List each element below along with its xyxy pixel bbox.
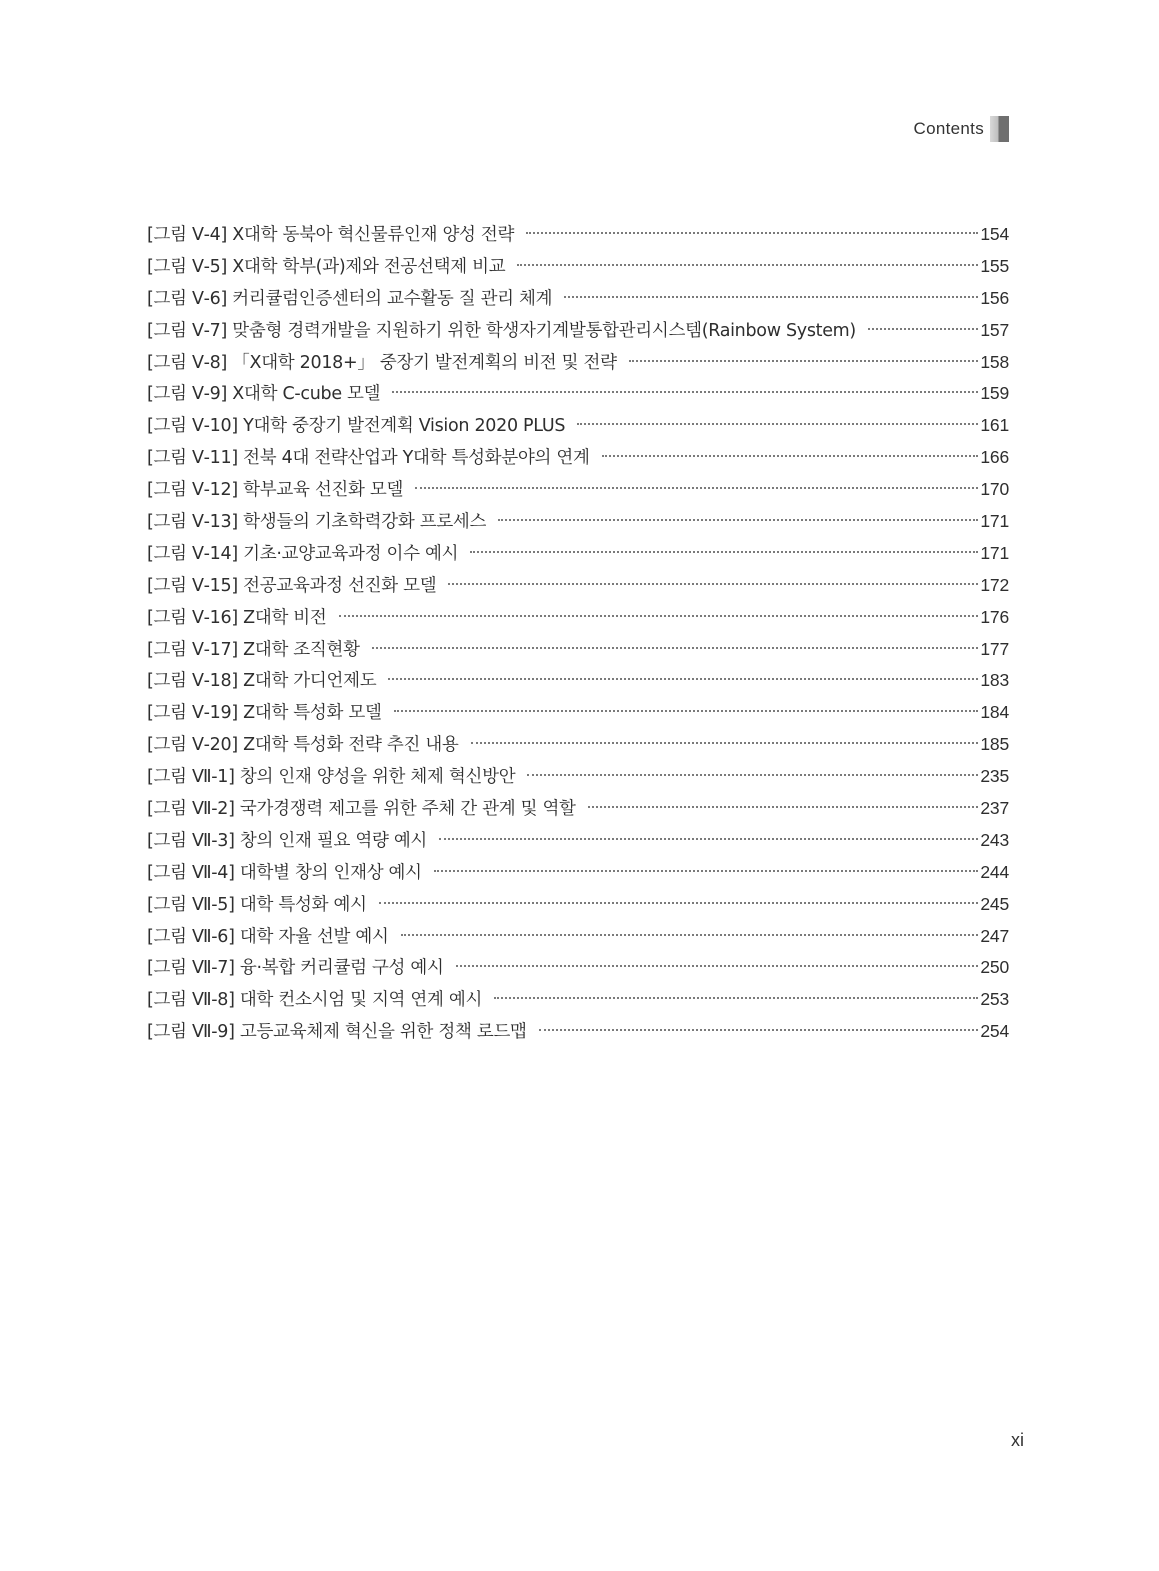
toc-entry[interactable] [147,793,1009,825]
dot-leader [526,232,978,234]
toc-entry-page-number: 184 [980,702,1009,723]
toc-entry-label: [그림 Ⅴ-4] X대학 동북아 혁신물류인재 양성 전략 [147,225,515,245]
toc-entry-page-number: 245 [980,893,1009,914]
toc-entry-label: [그림 Ⅴ-12] 학부교육 선진화 모델 [147,480,404,501]
toc-entry-page-number: 155 [980,255,1009,276]
toc-entry[interactable] [147,761,1009,793]
dot-leader [471,742,979,744]
toc-entry[interactable] [147,665,1009,697]
toc-entry[interactable] [147,984,1009,1016]
toc-entry-page-number: 156 [980,287,1009,308]
dot-leader [388,678,978,680]
dot-leader [434,870,979,872]
figure-list [147,219,1009,1048]
toc-entry-label: [그림 Ⅶ-2] 국가경쟁력 제고를 위한 주체 간 관계 및 역할 [147,799,576,820]
toc-entry-label: [그림 Ⅴ-11] 전북 4대 전략산업과 Y대학 특성화분야의 연계 [147,448,590,469]
dot-leader [494,997,978,999]
dot-leader [448,583,978,585]
toc-entry-page-number: 176 [980,606,1009,627]
dot-leader [498,519,978,521]
toc-entry-page-number: 237 [980,798,1009,819]
toc-entry-page-number: 171 [980,542,1009,563]
toc-entry-label: [그림 Ⅶ-9] 고등교육체제 혁신을 위한 정책 로드맵 [147,1022,527,1043]
toc-entry-page-number: 183 [980,670,1009,691]
toc-entry[interactable] [147,602,1009,634]
dot-leader [602,455,979,457]
toc-entry-page-number: 161 [980,415,1009,436]
running-header-label: Contents [913,119,984,138]
toc-entry[interactable] [147,506,1009,538]
dot-leader [527,774,978,776]
dot-leader [439,838,978,840]
toc-entry-label: [그림 Ⅴ-5] X대학 학부(과)제와 전공선택제 비교 [147,256,506,277]
toc-entry[interactable] [147,410,1009,442]
toc-entry-page-number: 235 [980,766,1009,787]
dot-leader [392,391,978,393]
toc-entry-label: [그림 Ⅶ-3] 창의 인재 필요 역량 예시 [147,830,428,851]
toc-entry-page-number: 253 [980,989,1009,1010]
toc-entry[interactable] [147,283,1009,315]
toc-entry[interactable] [147,442,1009,474]
toc-entry-page-number: 170 [980,479,1009,500]
section-tab-marker [990,116,1009,142]
dot-leader [372,647,979,649]
running-header [914,116,1009,142]
toc-entry[interactable] [147,219,1009,251]
toc-entry-page-number: 244 [980,861,1009,882]
toc-entry[interactable] [147,857,1009,889]
toc-entry-label: [그림 Ⅶ-4] 대학별 창의 인재상 예시 [147,862,422,883]
dot-leader [629,360,979,362]
toc-entry-label: [그림 Ⅴ-15] 전공교육과정 선진화 모델 [147,575,437,596]
toc-entry[interactable] [147,315,1009,347]
toc-entry[interactable] [147,825,1009,857]
toc-entry-page-number: 254 [980,1021,1009,1042]
toc-entry[interactable] [147,251,1009,283]
toc-entry-page-number: 166 [980,447,1009,468]
toc-entry[interactable] [147,952,1009,984]
page-number: xi [1011,1430,1024,1450]
dot-leader [470,551,978,553]
toc-entry[interactable] [147,538,1009,570]
toc-entry[interactable] [147,378,1009,410]
toc-entry[interactable] [147,921,1009,953]
toc-entry-page-number: 171 [980,511,1009,532]
toc-entry-label: [그림 Ⅴ-18] Z대학 가디언제도 [147,671,377,692]
toc-entry-label: [그림 Ⅴ-8] 「X대학 2018+」 중장기 발전계획의 비전 및 전략 [147,352,617,373]
toc-entry[interactable] [147,889,1009,921]
toc-entry-label: [그림 Ⅴ-13] 학생들의 기초학력강화 프로세스 [147,512,487,533]
toc-entry[interactable] [147,1016,1009,1048]
toc-entry-page-number: 154 [980,224,1009,244]
toc-entry[interactable] [147,347,1009,379]
dot-leader [415,487,978,489]
dot-leader [456,965,979,967]
toc-entry-label: [그림 Ⅴ-20] Z대학 특성화 전략 추진 내용 [147,735,459,756]
toc-entry-label: [그림 Ⅶ-7] 융·복합 커리큘럼 구성 예시 [147,958,444,979]
toc-entry-page-number: 247 [980,925,1009,946]
toc-entry-page-number: 250 [980,957,1009,978]
toc-entry-label: [그림 Ⅶ-6] 대학 자율 선발 예시 [147,926,389,947]
toc-entry-label: [그림 Ⅴ-14] 기초·교양교육과정 이수 예시 [147,543,459,564]
toc-entry[interactable] [147,570,1009,602]
toc-entry[interactable] [147,474,1009,506]
toc-entry-page-number: 157 [980,319,1009,340]
toc-entry-label: [그림 Ⅶ-1] 창의 인재 양성을 위한 체제 혁신방안 [147,767,516,788]
dot-leader [517,264,978,266]
dot-leader [539,1029,979,1031]
dot-leader [379,902,979,904]
toc-entry-page-number: 243 [980,829,1009,850]
toc-entry-label: [그림 Ⅶ-5] 대학 특성화 예시 [147,894,367,915]
toc-entry-page-number: 158 [980,351,1009,372]
toc-entry-label: [그림 Ⅴ-6] 커리큘럼인증센터의 교수활동 질 관리 체계 [147,288,553,309]
toc-entry-page-number: 172 [980,574,1009,595]
dot-leader [868,328,978,330]
dot-leader [577,423,978,425]
toc-entry-label: [그림 Ⅴ-7] 맞춤형 경력개발을 지원하기 위한 학생자기계발통합관리시스템(Rainbow System) [147,320,856,341]
toc-entry-page-number: 185 [980,734,1009,755]
toc-entry-label: [그림 Ⅶ-8] 대학 컨소시엄 및 지역 연계 예시 [147,990,483,1011]
toc-entry-label: [그림 Ⅴ-9] X대학 C-cube 모델 [147,384,381,405]
toc-entry-page-number: 159 [980,383,1009,404]
toc-entry-label: [그림 Ⅴ-17] Z대학 조직현황 [147,639,360,660]
toc-entry-label: [그림 Ⅴ-19] Z대학 특성화 모델 [147,703,382,724]
toc-entry-page-number: 177 [980,638,1009,659]
toc-entry-label: [그림 Ⅴ-10] Y대학 중장기 발전계획 Vision 2020 PLUS [147,416,566,437]
toc-entry-label: [그림 Ⅴ-16] Z대학 비전 [147,607,327,628]
dot-leader [564,296,978,298]
toc-entry[interactable] [147,729,1009,761]
toc-entry[interactable] [147,697,1009,729]
dot-leader [394,710,979,712]
dot-leader [401,934,979,936]
dot-leader [588,806,979,808]
toc-entry[interactable] [147,634,1009,666]
dot-leader [339,615,979,617]
